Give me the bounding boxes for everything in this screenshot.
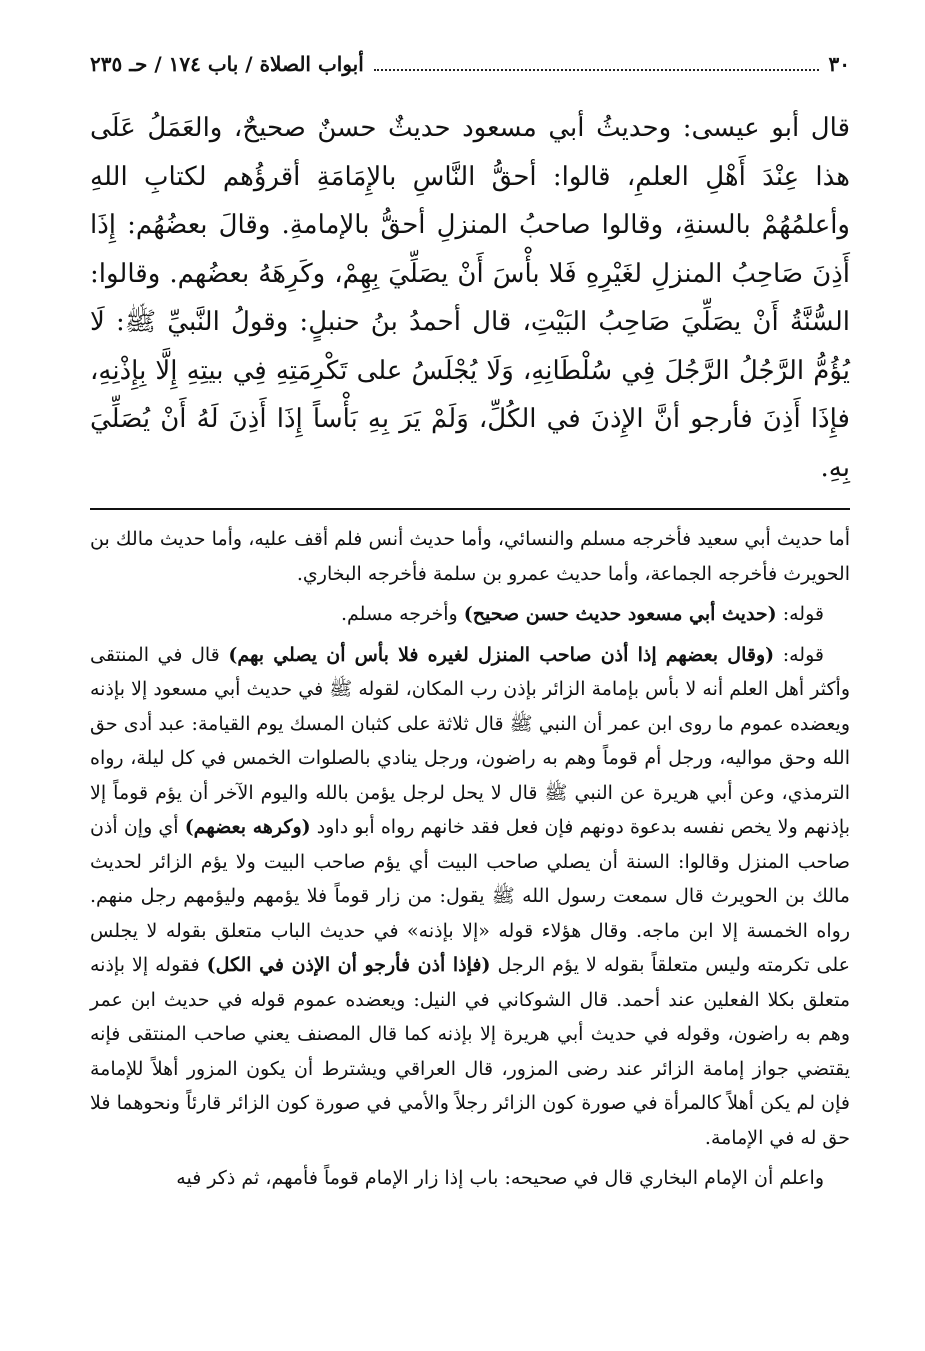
commentary-text: فقوله إلا بإذنه متعلق بكلا الفعلين عند أحمد. قال الشوكاني في النيل: ويعضده عموم قوله في حديث ابن عمر وهم به راضون، وقوله في حديث أبي هريرة إلا بإذنه كما قال المصنف يعني صاحب المنتقى فإنه يقتضي جواز إمامة الزائر عند رضى المزور، قال العراقي ويشترط أن يكون المزور أهلاً للإمامة فإن لم يكن أهلاً كالمرأة في صورة كون الزائر رجلاً والأمي في صورة كون الزائر قارئاً ونحوهما فلا حق له في الإمامة. [90, 954, 850, 1149]
commentary-text: قال في المنتقى وأكثر أهل العلم أنه لا بأس بإمامة الزائر بإذن رب المكان، لقوله ﷺ في حديث أبي مسعود إلا بإذنه ويعضده عموم ما روى ابن عمر أن النبي ﷺ قال ثلاثة على كثبان المسك يوم القيامة: عبد أدى حق الله وحق مواليه، ورجل أم قوماً وهم به راضون، ورجل ينادي بالصلوات الخمس في كل ليلة، رواه الترمذي، وعن أبي هريرة عن النبي ﷺ قال لا يحل لرجل يؤمن بالله واليوم الآخر أن يؤم قوماً إلا بإذنهم ولا يخص نفسه بدعوة دونهم فإن فعل فقد خانهم رواه أبو داود [90, 643, 851, 838]
commentary-text: وأخرجه مسلم. [340, 603, 464, 625]
commentary-paragraph-1: أما حديث أبي سعيد فأخرجه مسلم والنسائي، وأما حديث أنس فلم أقف عليه، وأما حديث مالك بن الحويرث فأخرجه الجماعة، وأما حديث عمرو بن سلمة فأخرجه البخاري. [90, 528, 850, 585]
commentary-paragraph-2 [90, 597, 850, 632]
commentary-paragraph-4: واعلم أن الإمام البخاري قال في صحيحه: باب إذا زار الإمام قوماً فأمهم، ثم ذكر فيه [176, 1167, 824, 1189]
page-header [90, 52, 850, 92]
footnote-separator [90, 508, 850, 510]
book-page [90, 52, 850, 1202]
header-leader-dots [374, 57, 819, 71]
commentary-quoted-phrase: (وقال بعضهم إذا أذن صاحب المنزل لغيره فلا بأس أن يصلي بهم) [228, 643, 775, 666]
commentary-intro: قوله: [774, 643, 824, 666]
commentary-block [90, 522, 850, 1196]
main-text-paragraph: قال أبو عيسى: وحديثُ أبي مسعود حديثٌ حسنٌ صحيحٌ، والعَمَلُ عَلَى هذا عِنْدَ أَهْلِ العلمِ، قالوا: أحقُّ النَّاسِ بالإِمَامَةِ أقرؤُهم لكتابِ اللهِ وأعلمُهُمْ بالسنةِ، وقالوا صاحبُ المنزلِ أحقُّ بالإمامةِ. وقالَ بعضُهُم: إِذَا أَذِنَ صَاحِبُ المنزلِ لغَيْرِهِ فَلا بأْسَ أَنْ يصَلِّيَ بِهِمْ، وكَرِهَهُ بعضُهم. وقالوا: السُّنَّةُ أَنْ يصَلِّيَ صَاحِبُ البَيْتِ، قال أحمدُ بنُ حنبلٍ: وقولُ النَّبيِّ ﷺ: لَا يُؤُمُّ الرَّجُلُ الرَّجُلَ فِي سُلْطَانِهِ، وَلَا يُجْلَسُ على تَكْرِمَتِهِ فِي بيتِهِ إِلَّا بِإِذْنِهِ، فإِذَا أَذِنَ فأرجو أنَّ الإِذنَ في الكُلِّ، وَلَمْ يَرَ بِهِ بَأْساً إِذَا أَذِنَ لَهُ أَنْ يُصَلِّيَ بِهِ. [90, 113, 850, 483]
commentary-paragraph-3 [90, 638, 850, 1156]
commentary-quoted-phrase: (فإذا أذن فأرجو أن الإذن في الكل) [206, 954, 491, 976]
commentary-intro: قوله: [776, 603, 824, 625]
main-text-block [90, 104, 850, 492]
commentary-text: أي وإن أذن صاحب المنزل وقالوا: السنة أن يصلي صاحب البيت أي يؤم صاحب البيت ولا يؤم الزائر لحديث مالك بن الحويرث قال سمعت رسول الله ﷺ يقول: من زار قوماً فلا يؤمهم وليؤمهم رجل منهم. رواه الخمسة إلا ابن ماجه. وقال هؤلاء قوله «إلا بإذنه» في حديث الباب متعلق بقوله لا يجلس على تكرمته وليس متعلقاً بقوله لا يؤم الرجل [90, 816, 850, 976]
page-number: ٣٠ [828, 52, 850, 76]
commentary-quoted-phrase: (حديث أبي مسعود حديث حسن صحيح) [463, 603, 777, 625]
commentary-quoted-phrase: (وكرهه بعضهم) [184, 816, 311, 838]
running-title: أبواب الصلاة / باب ١٧٤ / حـ ٢٣٥ [90, 52, 364, 76]
